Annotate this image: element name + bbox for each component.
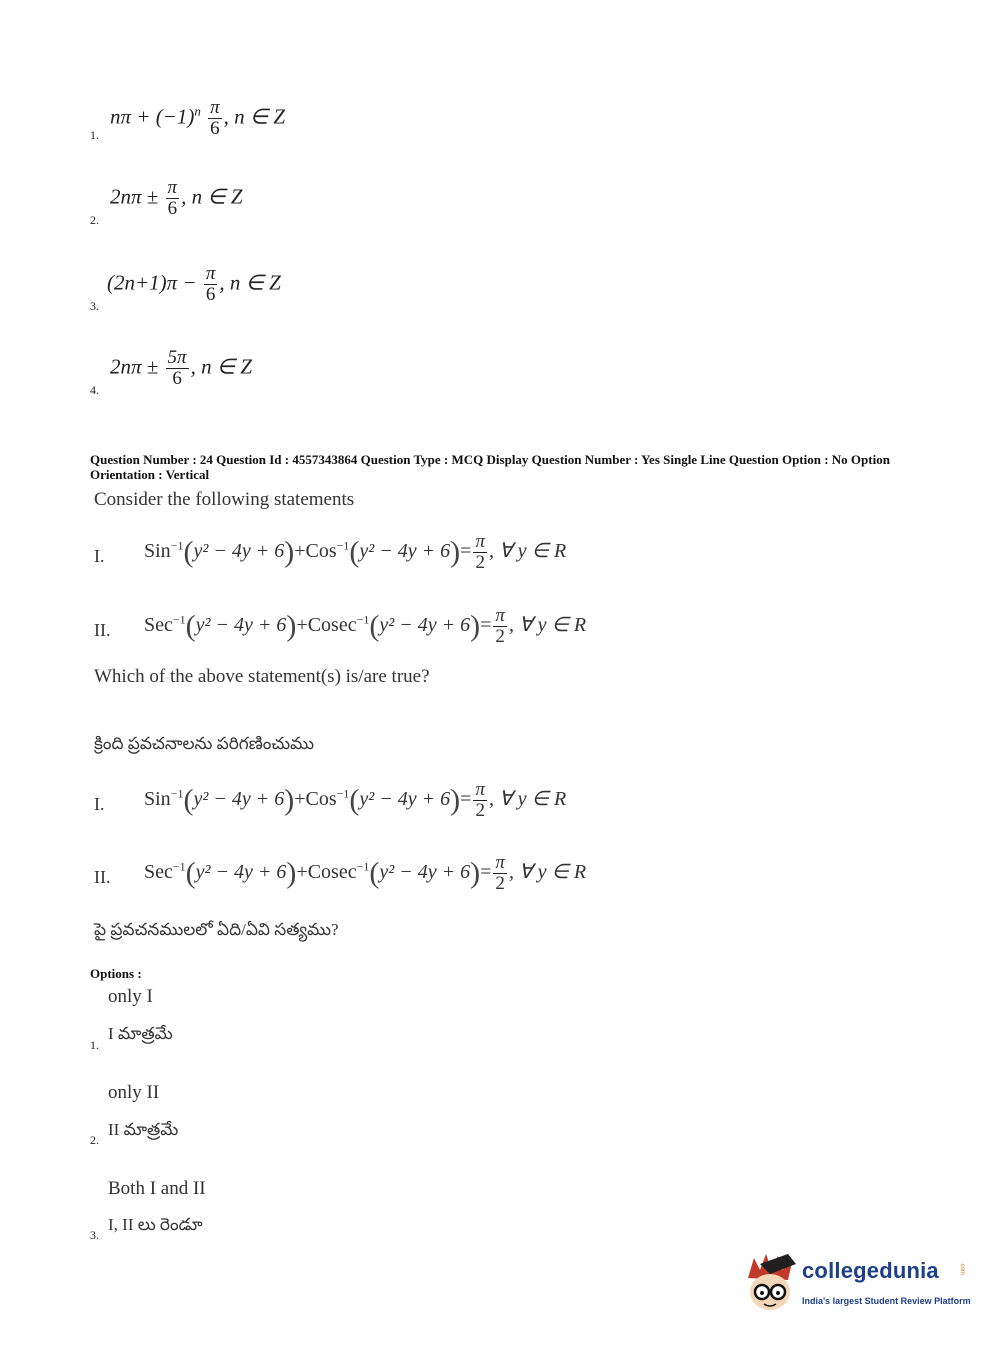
prev-option-2-number: 2. [90, 213, 99, 227]
english-statement-2-formula: Sec$^{-1}$(y² − 4y + 6)+Cosec$^{-1}$(y² − 4y + 6)= $\frac{\pi}{2}$ , ∀ y ∈ R [144, 605, 587, 647]
mascot-icon [740, 1248, 800, 1318]
prev-option-1-number: 1. [90, 128, 99, 142]
answer-option-1-number: 1. [90, 1038, 99, 1052]
english-statement-1-label: I. [94, 546, 105, 566]
logo-com: .com [959, 1262, 965, 1276]
answer-option-1-english: only I [108, 986, 153, 1007]
telugu-statement-2-label: II. [94, 867, 111, 887]
answer-option-2-english: only II [108, 1082, 160, 1103]
prev-option-1-formula: $n\pi + (-1)^n$ $\frac{\pi}{6}$ , n ∈ Z [110, 97, 286, 139]
answer-option-3-number: 3. [90, 1228, 99, 1242]
prev-option-3-number: 3. [90, 299, 99, 313]
telugu-statement-1-formula: Sin$^{-1}$(y² − 4y + 6)+Cos$^{-1}$(y² − 4y + 6)= $\frac{\pi}{2}$ , ∀ y ∈ R [144, 779, 567, 821]
prev-option-4-number: 4. [90, 383, 99, 397]
answer-option-2-telugu: II మాత్రమే [108, 1120, 179, 1139]
prev-option-2-formula: 2nπ ± $\frac{\pi}{6}$ , n ∈ Z [110, 177, 243, 219]
logo-wordmark: collegedunia [802, 1258, 939, 1283]
answer-option-3-english: Both I and II [108, 1178, 206, 1199]
question-meta: Question Number : 24 Question Id : 4557343864 Question Type : MCQ Display Question Number : Yes Single Line Question Option : No Option Orientation : Vertical [90, 452, 890, 482]
telugu-intro: క్రింది ప్రవచనాలను పరిగణించుము [94, 734, 315, 753]
english-intro: Consider the following statements [94, 489, 355, 510]
telugu-statement-1-label: I. [94, 794, 105, 814]
answer-option-1-telugu: I మాత్రమే [108, 1024, 173, 1043]
answer-option-3-telugu: I, II లు రెండూ [108, 1215, 203, 1234]
english-question: Which of the above statement(s) is/are true? [94, 666, 430, 687]
prev-option-3-formula: (2n+1)π − $\frac{\pi}{6}$ , n ∈ Z [107, 263, 281, 305]
telugu-statement-2-formula: Sec$^{-1}$(y² − 4y + 6)+Cosec$^{-1}$(y² − 4y + 6)= $\frac{\pi}{2}$ , ∀ y ∈ R [144, 852, 587, 894]
logo-tagline: India's largest Student Review Platform [802, 1296, 971, 1306]
english-statement-1-formula: Sin$^{-1}$(y² − 4y + 6)+Cos$^{-1}$(y² − 4y + 6)= $\frac{\pi}{2}$ , ∀ y ∈ R [144, 531, 567, 573]
english-statement-2-label: II. [94, 620, 111, 640]
options-label: Options : [90, 966, 142, 981]
collegedunia-logo[interactable] [740, 1248, 970, 1318]
prev-option-4-formula: 2nπ ± $\frac{5\pi}{6}$ , n ∈ Z [110, 347, 253, 389]
answer-option-2-number: 2. [90, 1133, 99, 1147]
telugu-question: పై ప్రవచనములలో ఏది/ఏవి సత్యము? [94, 920, 339, 939]
